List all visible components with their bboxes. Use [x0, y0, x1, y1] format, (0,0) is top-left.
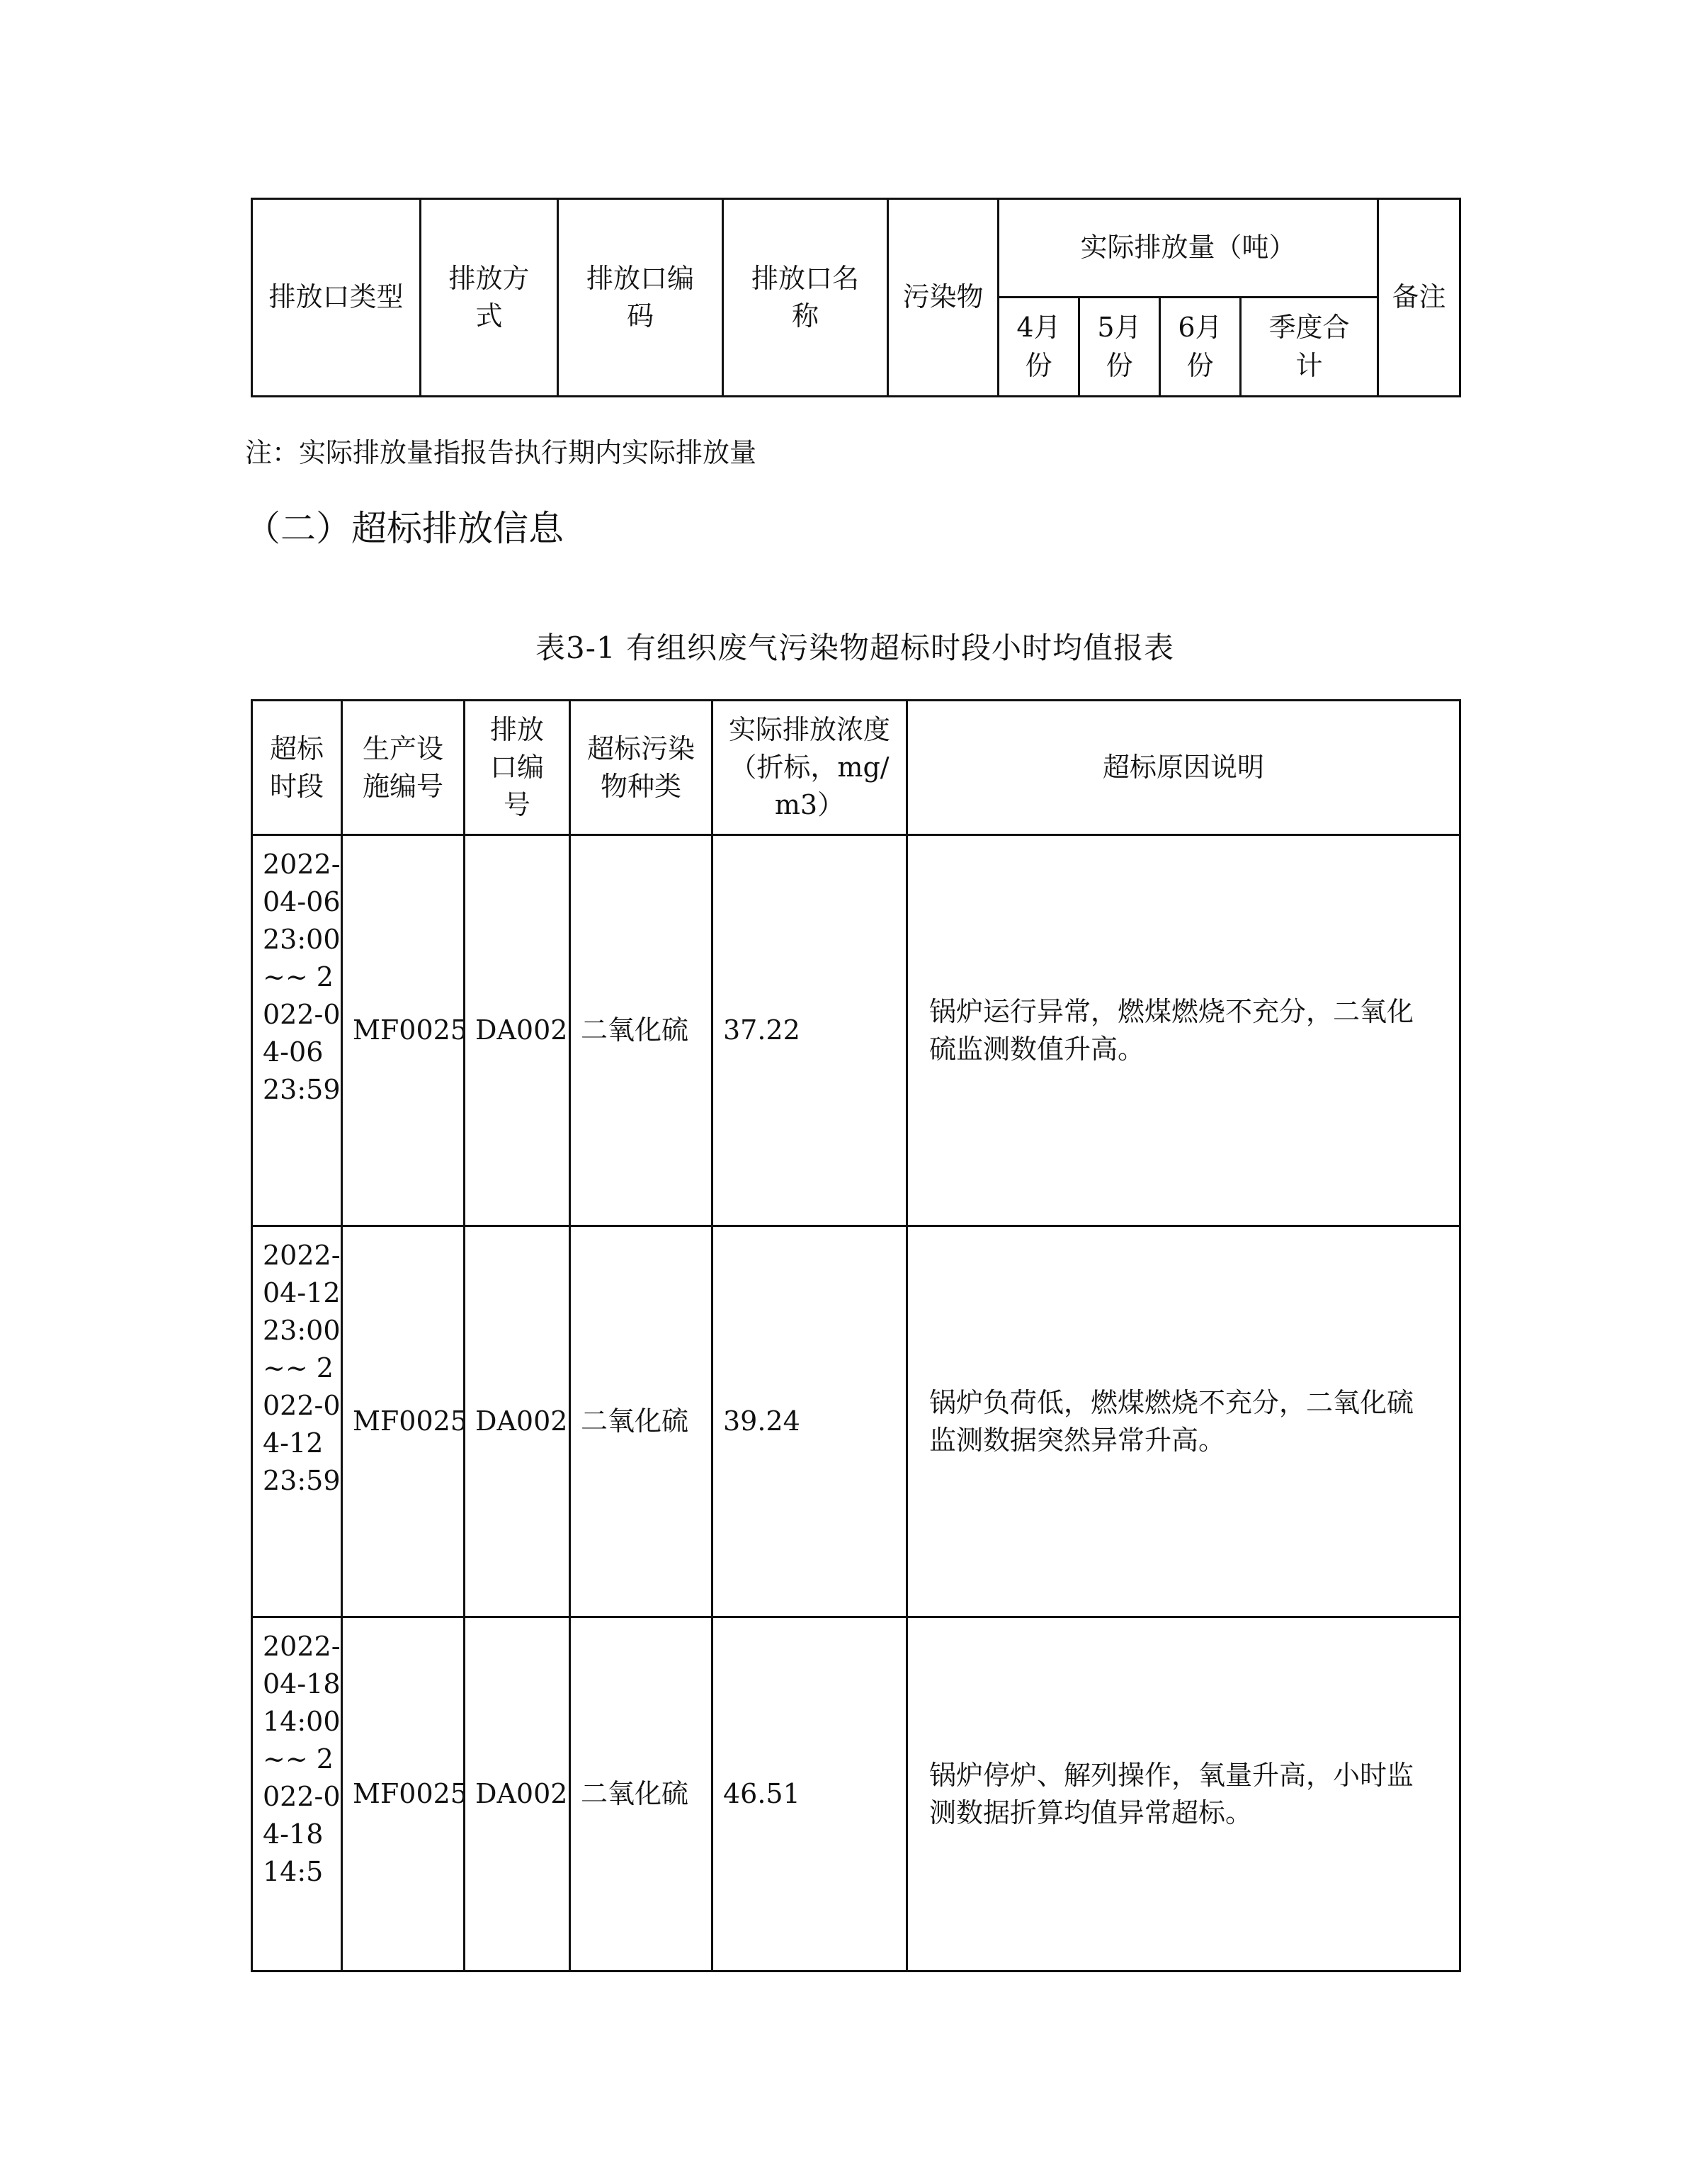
header-outlet-name: 排放口名称	[723, 199, 888, 397]
outlet-cell: DA002	[465, 1617, 570, 1971]
header-concentration: 实际排放浓度（折标，mg/m3）	[712, 701, 907, 835]
header-april: 4月份	[999, 298, 1079, 397]
reason-cell: 锅炉负荷低，燃煤燃烧不充分，二氧化硫监测数据突然异常升高。	[907, 1226, 1460, 1617]
header-period: 超标时段	[252, 701, 342, 835]
pollutant-cell: 二氧化硫	[570, 1226, 712, 1617]
header-outlet-code: 排放口编码	[558, 199, 723, 397]
header-pollutant: 污染物	[888, 199, 999, 397]
header-pollutant-type: 超标污染物种类	[570, 701, 712, 835]
header-may: 5月份	[1079, 298, 1160, 397]
outlet-cell: DA002	[465, 1226, 570, 1617]
header-emission-method: 排放方式	[421, 199, 558, 397]
note: 注：实际排放量指报告执行期内实际排放量	[245, 437, 757, 468]
header-remark: 备注	[1378, 199, 1460, 397]
header-outlet-type: 排放口类型	[252, 199, 421, 397]
header-reason: 超标原因说明	[907, 701, 1460, 835]
period-cell: 2022-04-12 23:00 ~~ 2022-04-12 23:59	[252, 1226, 342, 1617]
header-quarter-total: 季度合计	[1241, 298, 1378, 397]
emission-table	[251, 198, 1461, 397]
concentration-cell: 39.24	[712, 1226, 907, 1617]
table-row	[252, 835, 1460, 1226]
facility-cell: MF0025	[342, 1617, 465, 1971]
concentration-cell: 37.22	[712, 835, 907, 1226]
table-row	[252, 1617, 1460, 1971]
facility-cell: MF0025	[342, 835, 465, 1226]
header-june: 6月份	[1160, 298, 1241, 397]
outlet-cell: DA002	[465, 835, 570, 1226]
header-outlet: 排放口编号	[465, 701, 570, 835]
reason-cell: 锅炉停炉、解列操作，氧量升高，小时监测数据折算均值异常超标。	[907, 1617, 1460, 1971]
exceedance-table	[251, 699, 1461, 1972]
header-actual-emission: 实际排放量（吨）	[999, 199, 1378, 298]
facility-cell: MF0025	[342, 1226, 465, 1617]
period-cell: 2022-04-18 14:00 ~~ 2022-04-18 14:5	[252, 1617, 342, 1971]
reason-cell: 锅炉运行异常，燃煤燃烧不充分，二氧化硫监测数值升高。	[907, 835, 1460, 1226]
table-title: 表3-1 有组织废气污染物超标时段小时均值报表	[535, 630, 1174, 665]
pollutant-cell: 二氧化硫	[570, 835, 712, 1226]
table-row	[252, 1226, 1460, 1617]
period-cell: 2022-04-06 23:00 ~~ 2022-04-06 23:59	[252, 835, 342, 1226]
section-heading: （二）超标排放信息	[245, 508, 564, 549]
header-facility: 生产设施编号	[342, 701, 465, 835]
concentration-cell: 46.51	[712, 1617, 907, 1971]
pollutant-cell: 二氧化硫	[570, 1617, 712, 1971]
